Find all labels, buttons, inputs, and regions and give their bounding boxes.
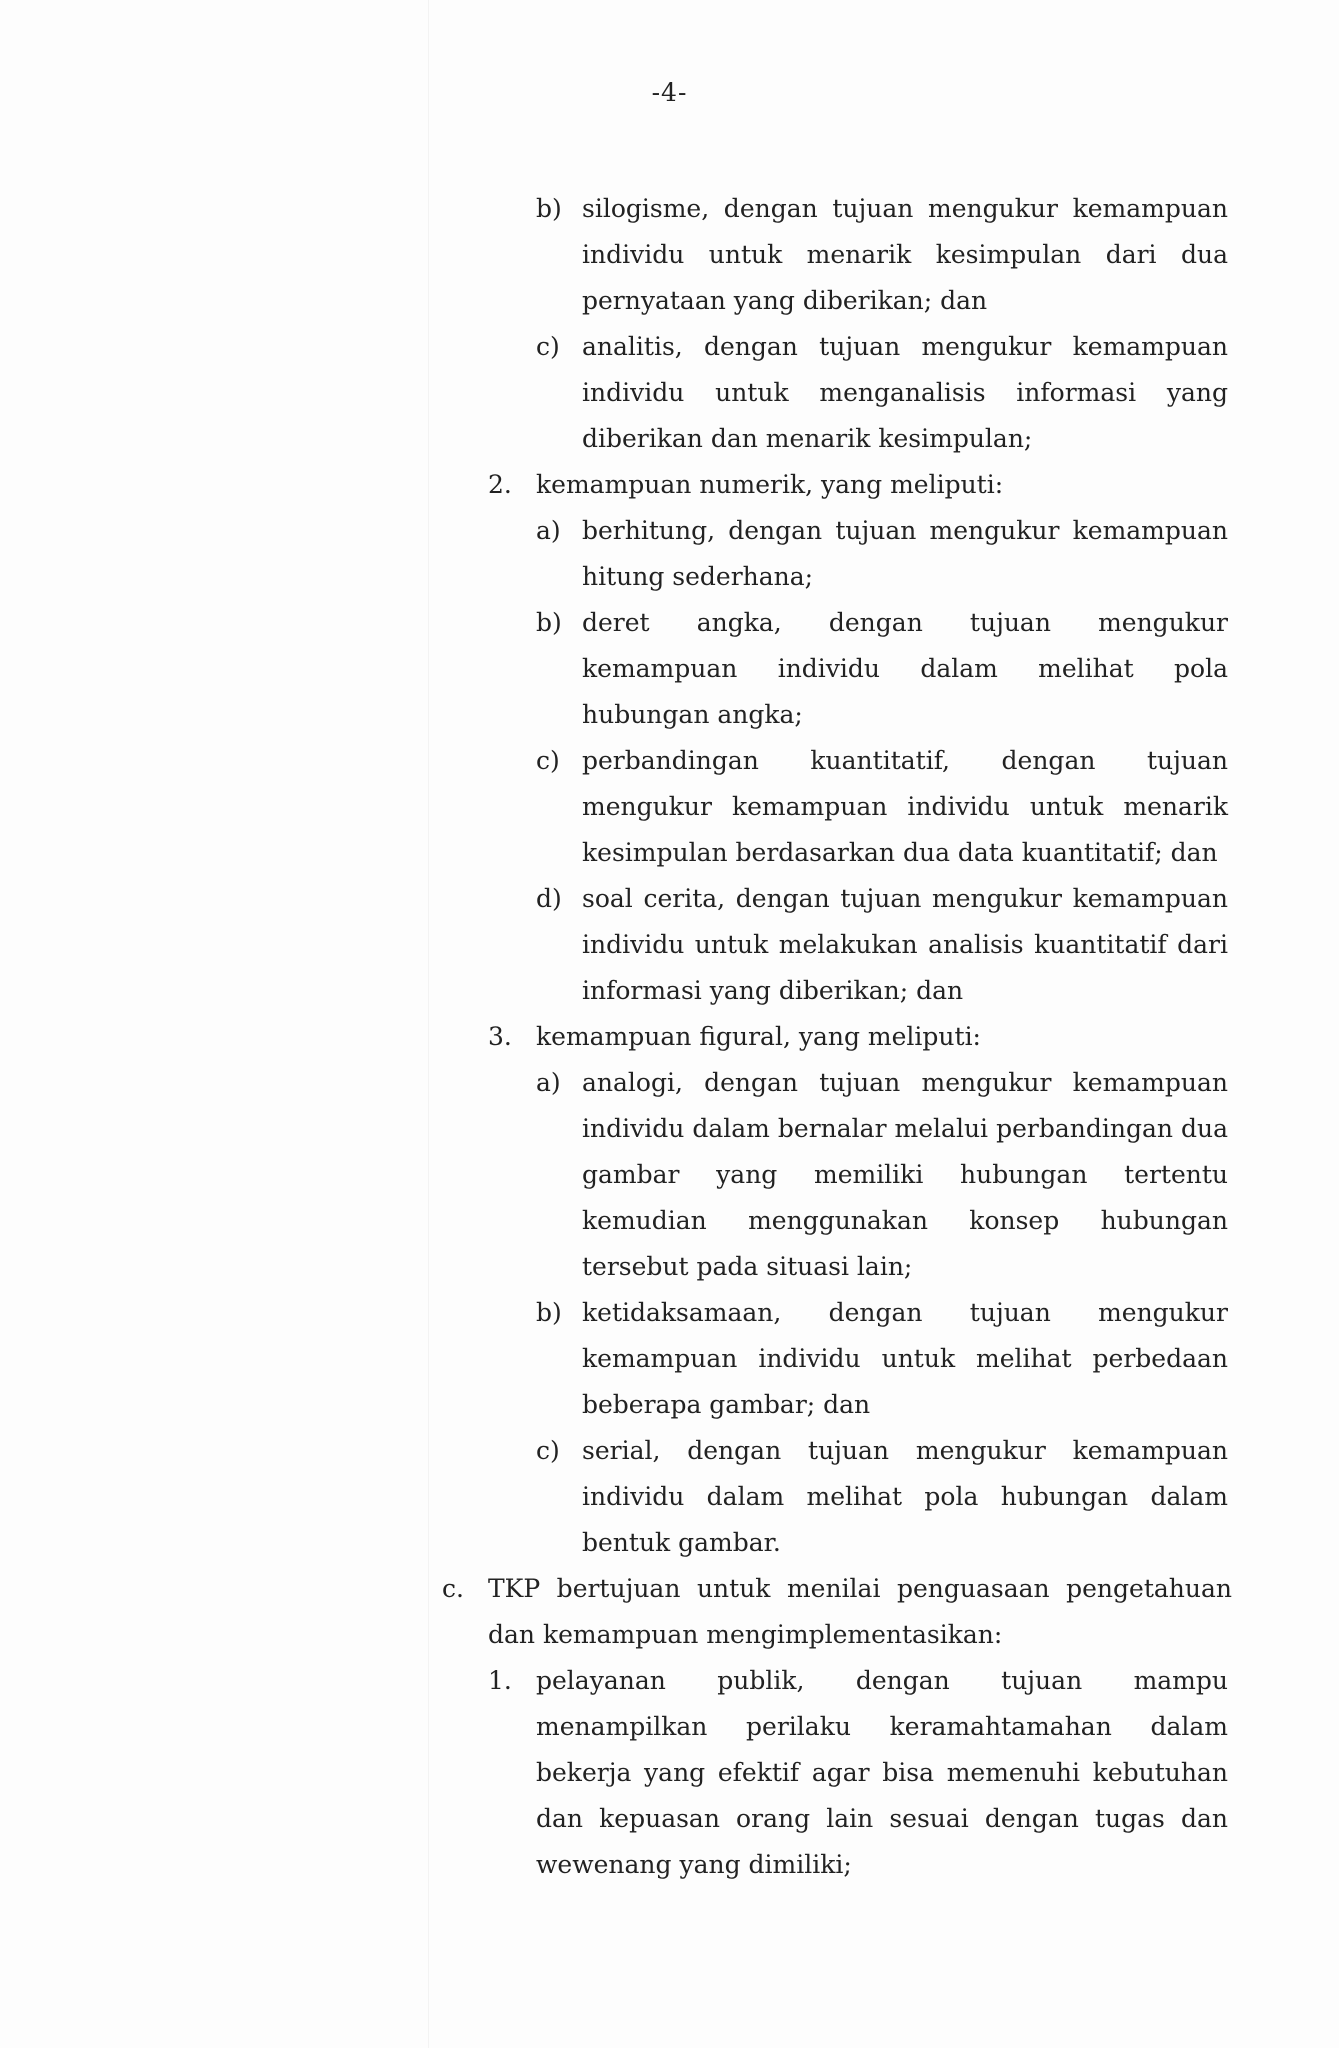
list-item-text: analitis, dengan tujuan mengukur kemampuan individu untuk menganalisis informasi yang diberikan dan menarik kesimpulan; [582,332,1228,453]
list-item-text: deret angka, dengan tujuan mengukur kemampuan individu dalam melihat pola hubungan angka; [582,608,1228,729]
list-item [536,738,1228,876]
list-item [536,186,1228,324]
list-item [488,462,1228,508]
list-item [536,876,1228,1014]
list-item-text: perbandingan kuantitatif, dengan tujuan mengukur kemampuan individu untuk menarik kesimpulan berdasarkan dua data kuantitatif; dan [582,746,1228,867]
list-marker: 2. [488,470,512,499]
list-item [536,1290,1228,1428]
list-item-text: soal cerita, dengan tujuan mengukur kemampuan individu untuk melakukan analisis kuantitatif dari informasi yang diberikan; dan [582,884,1228,1005]
list-marker: 1. [488,1666,512,1695]
list-marker: a) [536,516,561,545]
list-item-text: silogisme, dengan tujuan mengukur kemampuan individu untuk menarik kesimpulan dari dua pernyataan yang diberikan; dan [582,194,1228,315]
list-item [488,1658,1228,1888]
document-body [0,186,1339,1888]
list-marker: b) [536,608,562,637]
list-item [536,324,1228,462]
list-marker: 3. [488,1022,512,1051]
list-marker: b) [536,194,562,223]
list-item [536,508,1228,600]
list-item-text: analogi, dengan tujuan mengukur kemampuan individu dalam bernalar melalui perbandingan dua gambar yang memiliki hubungan tertentu kemudian menggunakan konsep hubungan tersebut pada situasi lain; [582,1068,1228,1281]
list-item-text: kemampuan figural, yang meliputi: [536,1022,981,1051]
list-marker: c) [536,332,560,361]
list-item-text: berhitung, dengan tujuan mengukur kemampuan hitung sederhana; [582,516,1228,591]
list-item [442,1566,1232,1658]
list-marker: c) [536,1436,560,1465]
list-item-text: TKP bertujuan untuk menilai penguasaan pengetahuan dan kemampuan mengimplementasikan: [488,1574,1232,1649]
list-item [536,1060,1228,1290]
page-number: -4- [651,78,688,107]
list-marker: d) [536,884,562,913]
list-marker: c. [442,1574,464,1603]
list-item-text: kemampuan numerik, yang meliputi: [536,470,1004,499]
list-item-text: serial, dengan tujuan mengukur kemampuan individu dalam melihat pola hubungan dalam bentuk gambar. [582,1436,1228,1557]
list-item-text: pelayanan publik, dengan tujuan mampu menampilkan perilaku keramahtamahan dalam bekerja yang efektif agar bisa memenuhi kebutuhan dan kepuasan orang lain sesuai dengan tugas dan wewenang yang dimiliki; [536,1666,1228,1879]
list-item [536,1428,1228,1566]
list-item-text: ketidaksamaan, dengan tujuan mengukur kemampuan individu untuk melihat perbedaan beberapa gambar; dan [582,1298,1228,1419]
list-marker: c) [536,746,560,775]
list-item [488,1014,1228,1060]
list-marker: b) [536,1298,562,1327]
list-item [536,600,1228,738]
list-marker: a) [536,1068,561,1097]
